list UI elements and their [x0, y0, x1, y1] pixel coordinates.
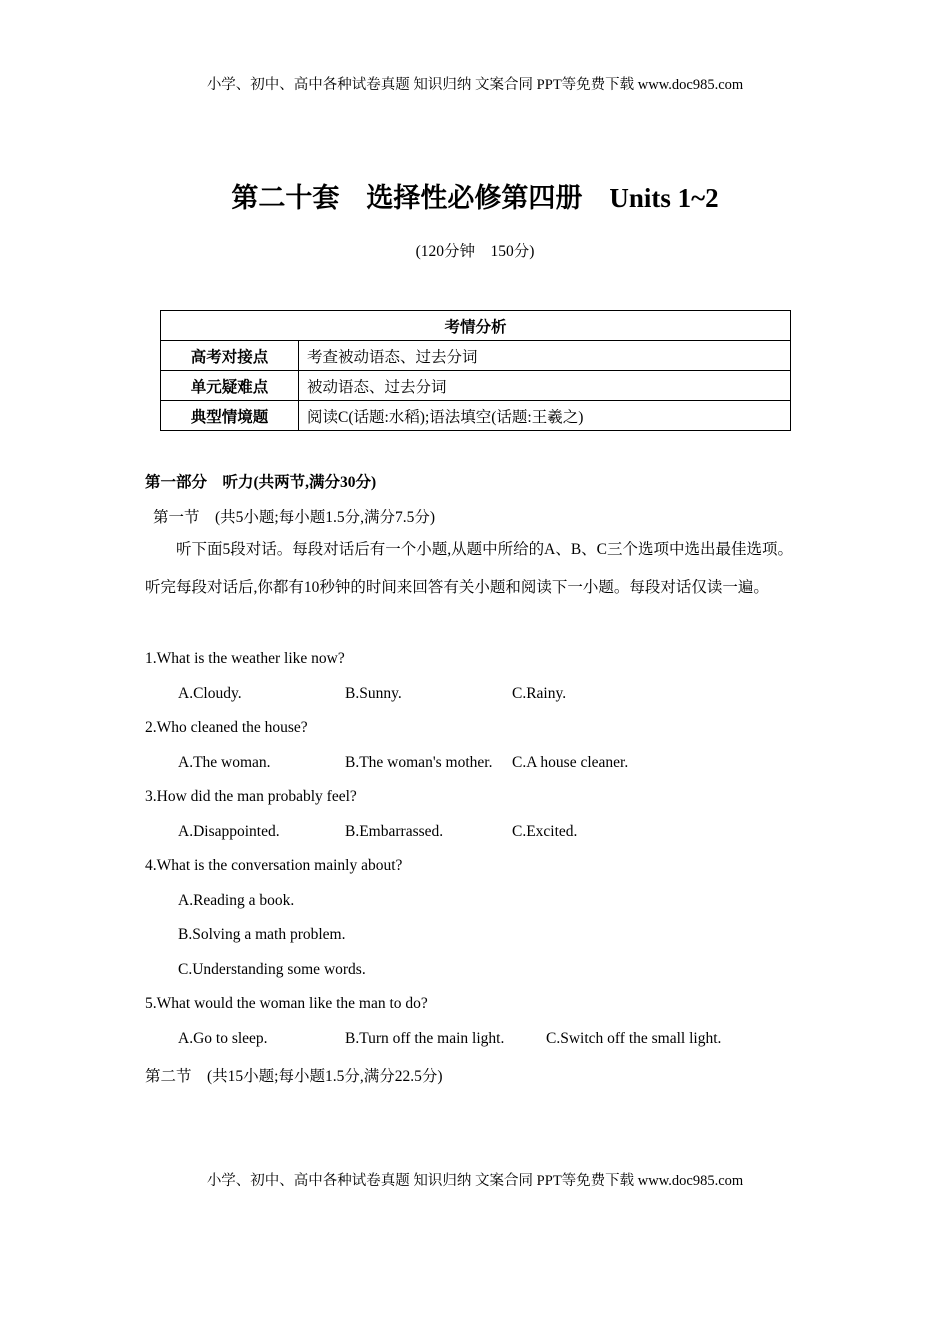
q2-option-b: B.The woman's mother. — [345, 754, 493, 771]
q2-option-a: A.The woman. — [178, 754, 271, 771]
q5-option-c: C.Switch off the small light. — [546, 1030, 722, 1047]
q1-option-a: A.Cloudy. — [178, 685, 242, 702]
question-2: 2.Who cleaned the house? — [145, 719, 308, 736]
section2-heading: 第二节 (共15小题;每小题1.5分,满分22.5分) — [145, 1068, 443, 1085]
part1-heading: 第一部分 听力(共两节,满分30分) — [145, 474, 377, 491]
question-3: 3.How did the man probably feel? — [145, 788, 357, 805]
exam-duration-score: (120分钟 150分) — [415, 243, 535, 260]
analysis-row-value: 阅读C(话题:水稻);语法填空(话题:王羲之) — [299, 401, 791, 431]
analysis-table-row — [161, 341, 791, 371]
analysis-table-row — [161, 371, 791, 401]
q5-option-a: A.Go to sleep. — [178, 1030, 268, 1047]
q4-option-c: C.Understanding some words. — [178, 961, 366, 978]
q5-option-b: B.Turn off the main light. — [345, 1030, 505, 1047]
analysis-row-key: 高考对接点 — [161, 341, 299, 371]
q4-option-a: A.Reading a book. — [178, 892, 295, 909]
analysis-row-value: 被动语态、过去分词 — [299, 371, 791, 401]
q3-option-b: B.Embarrassed. — [345, 823, 444, 840]
analysis-table — [160, 310, 791, 431]
analysis-row-value: 考查被动语态、过去分词 — [299, 341, 791, 371]
page-title: 第二十套 选择性必修第四册 Units 1~2 — [231, 183, 719, 213]
analysis-row-key: 典型情境题 — [161, 401, 299, 431]
page-header: 小学、初中、高中各种试卷真题 知识归纳 文案合同 PPT等免费下载 www.doc985.com — [206, 77, 744, 93]
page-footer: 小学、初中、高中各种试卷真题 知识归纳 文案合同 PPT等免费下载 www.doc985.com — [206, 1173, 744, 1189]
q1-option-b: B.Sunny. — [345, 685, 402, 702]
q1-option-c: C.Rainy. — [512, 685, 567, 702]
q2-option-c: C.A house cleaner. — [512, 754, 629, 771]
q3-option-c: C.Excited. — [512, 823, 578, 840]
question-4: 4.What is the conversation mainly about? — [145, 857, 403, 874]
section1-instructions: 听下面5段对话。每段对话后有一个小题,从题中所给的A、B、C三个选项中选出最佳选项。听完每段对话后,你都有10秒钟的时间来回答有关小题和阅读下一小题。每段对话仅读一遍。 — [145, 541, 793, 596]
analysis-row-key: 单元疑难点 — [161, 371, 299, 401]
analysis-table-header-row — [161, 311, 791, 341]
analysis-table-heading: 考情分析 — [161, 311, 791, 341]
q4-option-b: B.Solving a math problem. — [178, 926, 346, 943]
question-5: 5.What would the woman like the man to do? — [145, 995, 428, 1012]
analysis-table-row — [161, 401, 791, 431]
question-1: 1.What is the weather like now? — [145, 650, 345, 667]
section1-heading: 第一节 (共5小题;每小题1.5分,满分7.5分) — [153, 509, 436, 526]
q3-option-a: A.Disappointed. — [178, 823, 280, 840]
